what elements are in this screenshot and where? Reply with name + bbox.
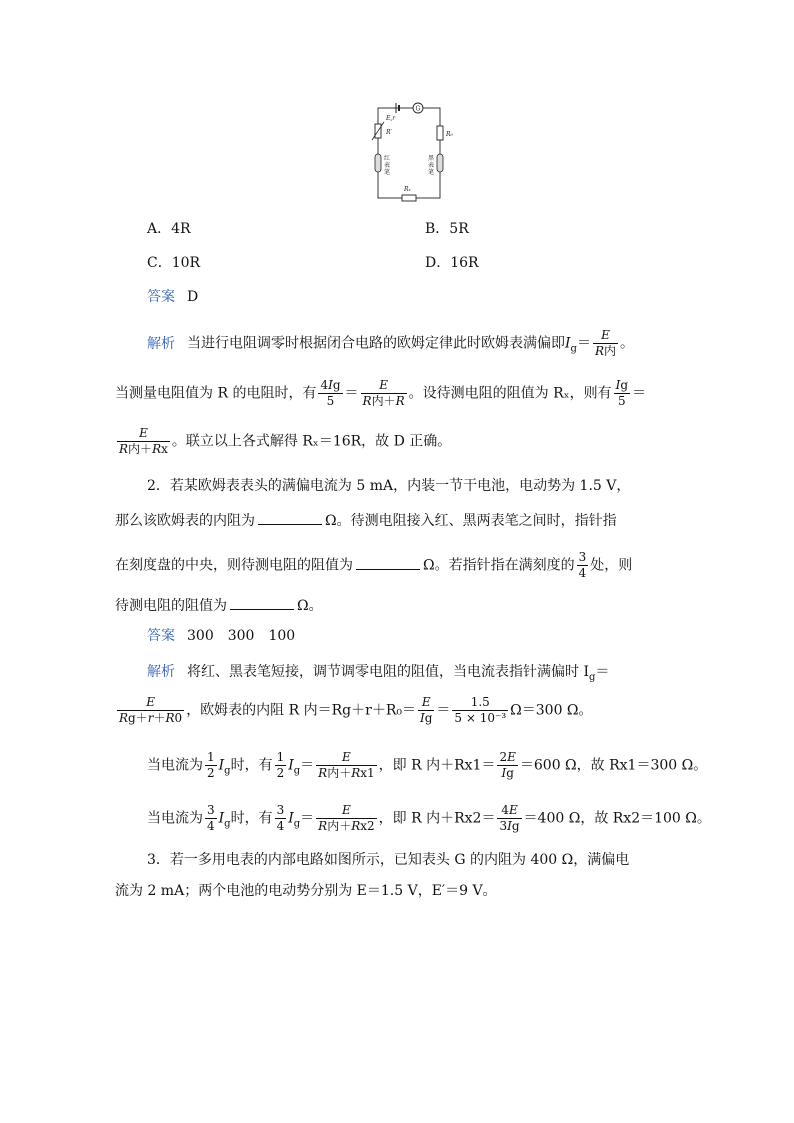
q2-answer: 300 300 100 (187, 628, 296, 644)
q2-analysis-line1: 解析 将红、黑表笔短接，调节调零电阻的阻值，当电流表指针满偏时 $I_g=$ (147, 664, 610, 683)
answer-blank (356, 555, 420, 570)
q2-analysis-line3: 当电流为 $\frac{1}{2}$ $I_g$时，有 $\frac{1}{2}$ $I_g=$ $\frac{E}{\text{R内＋Rx1}}$ ，即 R 内＋Rx1＝ $\frac{2E}{Ig}$ ＝600 Ω，故 Rx1＝300 Ω。 (147, 750, 708, 780)
q1-answer-line (147, 287, 198, 307)
q1-answer: D (187, 289, 199, 305)
option-c: C．10R (147, 255, 201, 271)
r0-resistor (437, 126, 443, 140)
option-a: A．4R (147, 221, 191, 237)
option-b: B．5R (425, 221, 469, 237)
fraction: $\frac{E}{\text{R内}}$ (594, 328, 616, 358)
rprime-label: R′ (386, 129, 392, 136)
q1-analysis-text3: 。联立以上各式解得 Rₓ＝16R，故 D 正确。 (171, 433, 452, 450)
ohmmeter-circuit-diagram (370, 102, 460, 202)
q2-line1: 2．若某欧姆表表头的满偏电流为 5 mA，内装一节干电池，电动势为 1.5 V， (147, 478, 631, 494)
q2-line4: 待测电阻的阻值为 Ω。 (115, 595, 323, 616)
rx-resistor (402, 195, 416, 201)
q1-analysis-line1: 解析 当进行电阻调零时根据闭合电路的欧姆定律此时欧姆表满偏即$I_g=$ $\frac{E}{\text{R内}}$ 。 (147, 328, 634, 358)
q1-analysis-line3: $\frac{E}{\text{R内＋Rx}}$ 。联立以上各式解得 Rₓ＝16R，故 D 正确。 (119, 426, 452, 456)
q2-analysis-line2: $\frac{E}{Rg+r+R0}$ ，欧姆表的内阻 R 内＝Rg＋r＋R₀＝ $\frac{E}{Ig}$ ＝ $\frac{1.5}{\text{5 × 10⁻³}}$ Ω＝300 Ω。 (119, 695, 593, 725)
q2-line3: 在刻度盘的中央，则待测电阻的阻值为 Ω。若指针指在满刻度的 $\frac{3}{4}$ 处，则 (115, 550, 633, 580)
q2-analysis-line4: 当电流为 $\frac{3}{4}$ $I_g$时，有 $\frac{3}{4}$ $I_g=$ $\frac{E}{\text{R内＋Rx2}}$ ，即 R 内＋Rx2＝ $\frac{4E}{3Ig}$ ＝400 Ω，故 Rx2＝100 Ω。 (147, 803, 711, 833)
q1-analysis-label: 解析 (147, 335, 175, 352)
q1-analysis-text2b: 设待测电阻的阻值为 Rₓ，则有 (422, 385, 612, 402)
red-probe-label: 红表笔 (384, 155, 391, 176)
battery-label: E,r (386, 115, 396, 122)
q1-analysis-text1: 当进行电阻调零时根据闭合电路的欧姆定律此时欧姆表满偏即 (187, 335, 565, 352)
r0-label: R₀ (446, 131, 453, 138)
q3-line1: 3．若一多用电表的内部电路如图所示，已知表头 G 的内阻为 400 Ω，满偏电 (147, 852, 630, 868)
q1-answer-label: 答案 (147, 289, 175, 305)
q1-analysis-text2a: 当测量电阻值为 R 的电阻时，有 (115, 385, 317, 402)
q2-line2: 那么该欧姆表的内阻为 Ω。待测电阻接入红、黑两表笔之间时，指针指 (115, 510, 617, 531)
black-probe-label: 黑表笔 (428, 155, 435, 176)
answer-blank (258, 510, 322, 525)
q1-analysis-line2: 当测量电阻值为 R 的电阻时，有 $\frac{4Ig}{5}$ ＝ $\frac{E}{\text{R内＋R}}$ 。设待测电阻的阻值为 Rₓ，则有 $\frac{Ig}{5}$ ＝ (115, 378, 647, 408)
answer-blank (230, 595, 294, 610)
q2-answer-line: 答案 300 300 100 (147, 628, 296, 644)
q3-line2: 流为 2 mA；两个电池的电动势分别为 E＝1.5 V，E′＝9 V。 (115, 883, 497, 899)
rx-label: Rₓ (404, 186, 411, 193)
black-probe (437, 154, 443, 172)
option-d: D．16R (425, 255, 479, 271)
galvanometer-label: G (415, 105, 421, 113)
red-probe (375, 154, 381, 172)
